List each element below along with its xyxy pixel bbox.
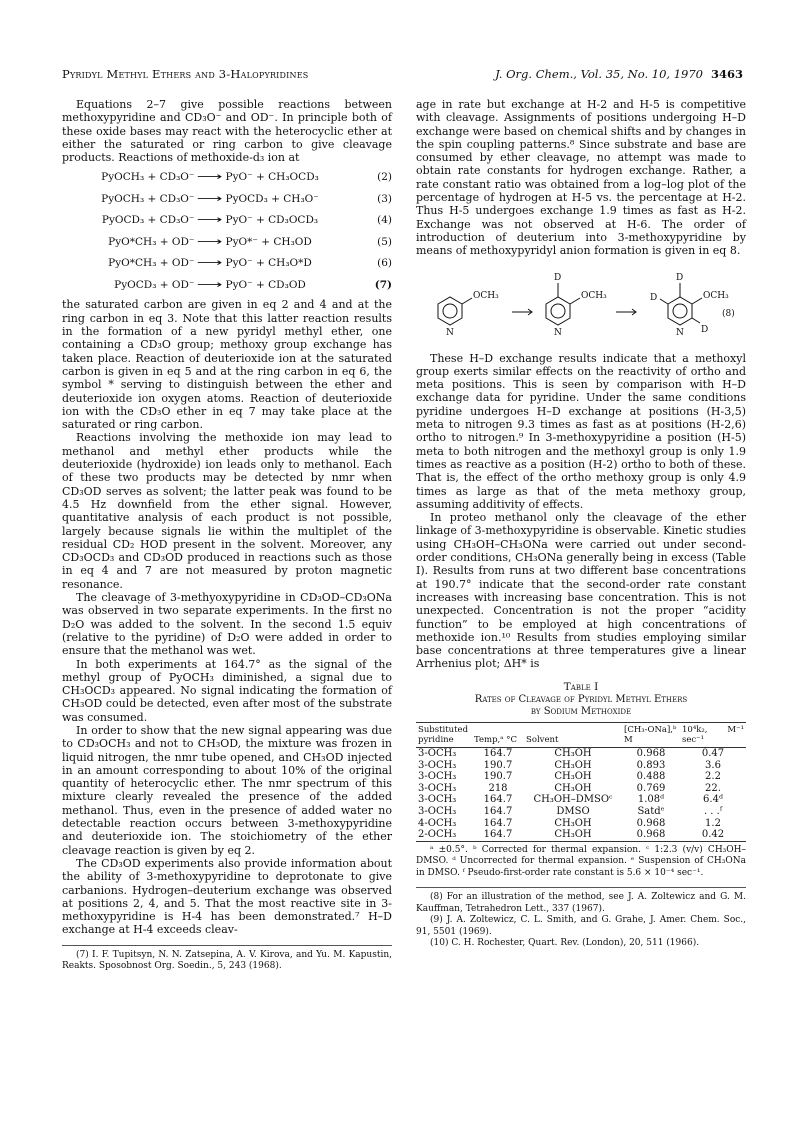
reaction-arrow-icon: ⟶ (197, 278, 223, 291)
running-title: Pyridyl Methyl Ethers and 3-Halopyridines (62, 67, 309, 81)
paragraph: Equations 2–7 give possible reactions between methoxypyridine and CD₃O⁻ and OD⁻. In principle both of these oxide bases may react with the heterocyclic ether at either the saturated or ring carbon to give cleavage products. Reactions of methoxide-d₃ ion at (62, 98, 392, 165)
journal-citation: J. Org. Chem., Vol. 35, No. 10, 1970 3463 (495, 67, 743, 81)
table-row: 4-OCH₃ 164.7 CH₃OH 0.968 1.2 (418, 817, 721, 829)
och3-label: OCH₃ (703, 290, 729, 301)
paragraph: the saturated carbon are given in eq 2 and 4 and at the ring carbon in eq 3. Note that this latter reaction results in the formation of a new pyridyl methyl ether, one containing a CD₃O group; methoxy group exchange has taken place. Reaction of deuterioxide ion at the saturated carbon is given in eq 5 and at the ring carbon in eq 6, the symbol * serving to distinguish between the ether and deuterioxide ion oxygen atoms. Reaction of deuterioxide ion with the CD₃O ether in eq 7 may take place at the saturated or ring carbon. (62, 298, 392, 432)
equation-2: PyOCH₃ + CD₃O⁻ ⟶ PyO⁻ + CH₃OCD₃ (2) (62, 167, 392, 189)
col-header: 10⁴k₂, M⁻¹ sec⁻¹ (680, 722, 746, 747)
right-column (416, 98, 746, 950)
paragraph: In order to show that the new signal appearing was due to CD₃OCH₃ and not to CH₃OD, the mixture was frozen in liquid nitrogen, the nmr tube opened, and CH₃OD injected in an amount corresponding to about 10% of the original quantity of heterocyclic ether. The nmr spectrum of this mixture clearly revealed the presence of the added methanol. Thus, even in the presence of added water no detectable reaction occurs between 3-methoxypyridine and deuterioxide ion. The stoichiometry of the ether cleavage reaction is given by eq 2. (62, 723, 392, 857)
table-caption-line-2: by Sodium Methoxide (530, 705, 632, 717)
nitrogen-label: N (446, 327, 454, 338)
equation-7: PyOCD₃ + OD⁻ ⟶ PyO⁻ + CD₃OD (7) (62, 275, 392, 297)
nitrogen-label: N (676, 327, 684, 338)
col-header: [CH₃-ONa],ᵇ M (622, 722, 680, 747)
col-header: Solvent (524, 722, 622, 747)
footnote-divider (416, 887, 746, 888)
table-label: Table I (563, 680, 599, 693)
table-row: 3-OCH₃ 218 CH₃OH 0.769 22. (418, 782, 721, 794)
pyridine-ring (438, 297, 462, 325)
col-header: Substituted pyridine (416, 722, 472, 747)
table-header-row (416, 722, 746, 747)
reaction-arrow-icon: ⟶ (197, 171, 223, 184)
rates-table (416, 722, 746, 842)
reaction-arrow-icon: ⟶ (197, 235, 223, 248)
deuterium-label: D (701, 324, 709, 335)
deuterium-label: D (650, 292, 658, 303)
table-row: 3-OCH₃ 164.7 CH₃OH–DMSOᶜ 1.08ᵈ 6.4ᵈ (418, 794, 723, 806)
paragraph: Reactions involving the methoxide ion may lead to methanol and methyl ether products while the deuterioxide (hydroxide) ion leads only to methanol. Each of these two products may be detected by nmr when CD₃OD serves as solvent; the latter peak was found to be 4.5 Hz downfield from the ether signal. However, quantitative analysis of each product is not possible, largely because signals lie within the multiplet of the residual CD₂ HOD present in the solvent. Moreover, any CD₃OCD₃ and CD₃OD produced in reactions such as those in eq 4 and 7 are not measured by proton magnetic resonance. (62, 431, 392, 591)
deuterium-label: D (676, 272, 684, 283)
pyridine-deuteration-scheme (416, 262, 746, 346)
och3-label: OCH₃ (473, 290, 499, 301)
page-header (62, 67, 743, 85)
paragraph: These H–D exchange results indicate that a methoxyl group exerts similar effects on the reactivity of ortho and meta positions. This is seen by comparison with H–D exchange data for pyridine. Under the same conditions pyridine undergoes H–D exchange at positions (H-3,5) meta to nitrogen 9.3 times as fast as at positions (H-2,6) ortho to nitrogen.⁹ In 3-methoxypyridine a position (H-5) meta to both nitrogen and the methoxyl group is only 1.9 times as reactive as a position (H-2) ortho to both of these. That is, the effect of the ortho methoxy group is only 4.9 times as large as that of the meta methoxy group, assuming additivity of effects. (416, 351, 746, 511)
table-row: 3-OCH₃ 164.7 CH₃OH 0.968 0.47 (418, 747, 725, 759)
table-caption-line-1: Rates of Cleavage of Pyridyl Methyl Ethers (474, 693, 688, 705)
footnote-7: (7) I. F. Tupitsyn, N. N. Zatsepina, A. V. Kirova, and Yu. M. Kapustin, Reakts. Sposobnost Org. Soedin., 5, 243 (1968). (62, 949, 392, 972)
table-row: 2-OCH₃ 164.7 CH₃OH 0.968 0.42 (416, 829, 746, 841)
reaction-arrow-icon: ⟶ (197, 214, 223, 227)
paragraph: age in rate but exchange at H-2 and H-5 is competitive with cleavage. Assignments of positions undergoing H–D exchange were based on chemical shifts and by changes in the spin coupling patterns.⁸ Since substrate and base are consumed by ether cleavage, no attempt was made to obtain rate constants for hydrogen exchange. Rather, a rate constant ratio was obtained from a log–log plot of the percentage of hydrogen at H-5 vs. the percentage at H-2. Thus H-5 undergoes exchange 1.9 times as fast as H-2. Exchange was not observed at H-6. The order of introduction of deuterium into 3-methoxypyridine by means of methoxypyridyl anion formation is given in eq 8. (416, 98, 746, 258)
table-row: 3-OCH₃ 164.7 DMSO Satdᵉ . . .ᶠ (418, 805, 723, 817)
footnote-8: (8) For an illustration of the method, see J. A. Zoltewicz and G. M. Kauffman, Tetrahedron Lett., 337 (1967). (416, 892, 746, 914)
footnote-10: (10) C. H. Rochester, Quart. Rev. (London), 20, 511 (1966). (430, 938, 700, 949)
paragraph: In proteo methanol only the cleavage of the ether linkage of 3-methoxypyridine is observable. Kinetic studies using CH₃OH–CH₃ONa were carried out under second-order conditions, CH₃ONa generally being in excess (Table I). Results from runs at two different base concentrations at 190.7° indicate that the second-order rate constant increases with increasing base concentration. This is not unexpected. Concentration is not the proper “acidity function” to be employed at high concentrations of methoxide ion.¹⁰ Results from studies employing similar base concentrations at three temperatures give a linear Arrhenius plot; ΔH* is (416, 511, 746, 671)
equation-4: PyOCD₃ + CD₃O⁻ ⟶ PyO⁻ + CD₃OCD₃ (4) (62, 210, 392, 232)
page-number: 3463 (710, 67, 743, 81)
equation-6: PyO*CH₃ + OD⁻ ⟶ PyO⁻ + CH₃O*D (6) (62, 253, 392, 275)
deuterium-label: D (554, 272, 562, 283)
paragraph: In both experiments at 164.7° as the signal of the methyl group of PyOCH₃ diminished, a signal due to CH₃OCD₃ appeared. No signal indicating the formation of CH₃OD could be detected, even after most of the substrate was consumed. (62, 657, 392, 724)
och3-label: OCH₃ (581, 290, 607, 301)
table-row: 3-OCH₃ 190.7 CH₃OH 0.893 3.6 (418, 759, 721, 771)
footnote-9: (9) J. A. Zoltewicz, C. L. Smith, and G. Grahe, J. Amer. Chem. Soc., 91, 5501 (1969). (416, 915, 746, 937)
pyridine-ring (668, 297, 692, 325)
table-row: 3-OCH₃ 190.7 CH₃OH 0.488 2.2 (418, 771, 721, 783)
equation-number: (8) (722, 308, 735, 319)
paragraph: The cleavage of 3-methyoxypyridine in CD₃OD–CD₃ONa was observed in two separate experiments. In the first no D₂O was added to the solvent. In the second 1.5 equiv (relative to the pyridine) of D₂O were added in order to ensure that the methanol was wet. (62, 591, 392, 658)
equation-5: PyO*CH₃ + OD⁻ ⟶ PyO*⁻ + CH₃OD (5) (62, 232, 392, 254)
nitrogen-label: N (554, 327, 562, 338)
paragraph: The CD₃OD experiments also provide information about the ability of 3-methoxypyridine to deprotonate to give carbanions. Hydrogen–deuterium exchange was observed at positions 2, 4, and 5. That the most reactive site in 3-methoxypyridine is H-4 has been demonstrated.⁷ H–D exchange at H-4 exceeds cleav- (62, 856, 392, 937)
col-header: Temp,ᵃ °C (472, 722, 524, 747)
table-footnotes: ᵃ ±0.5°. ᵇ Corrected for thermal expansion. ᶜ 1:2.3 (v/v) CH₃OH–DMSO. ᵈ Uncorrected for thermal expansion. ᵉ Suspension of CH₃ONa in DMSO. ᶠ Pseudo-first-order rate constant is 5.6 × 10⁻⁴ sec⁻¹. (416, 844, 746, 878)
footnote-divider (62, 945, 392, 946)
pyridine-ring (546, 297, 570, 325)
equation-block (62, 167, 392, 296)
equation-3: PyOCH₃ + CD₃O⁻ ⟶ PyOCD₃ + CH₃O⁻ (3) (62, 189, 392, 211)
reaction-arrow-icon: ⟶ (197, 257, 223, 270)
reaction-arrow-icon: ⟶ (197, 192, 223, 205)
reaction-scheme-8 (416, 262, 746, 346)
left-column (62, 98, 392, 973)
